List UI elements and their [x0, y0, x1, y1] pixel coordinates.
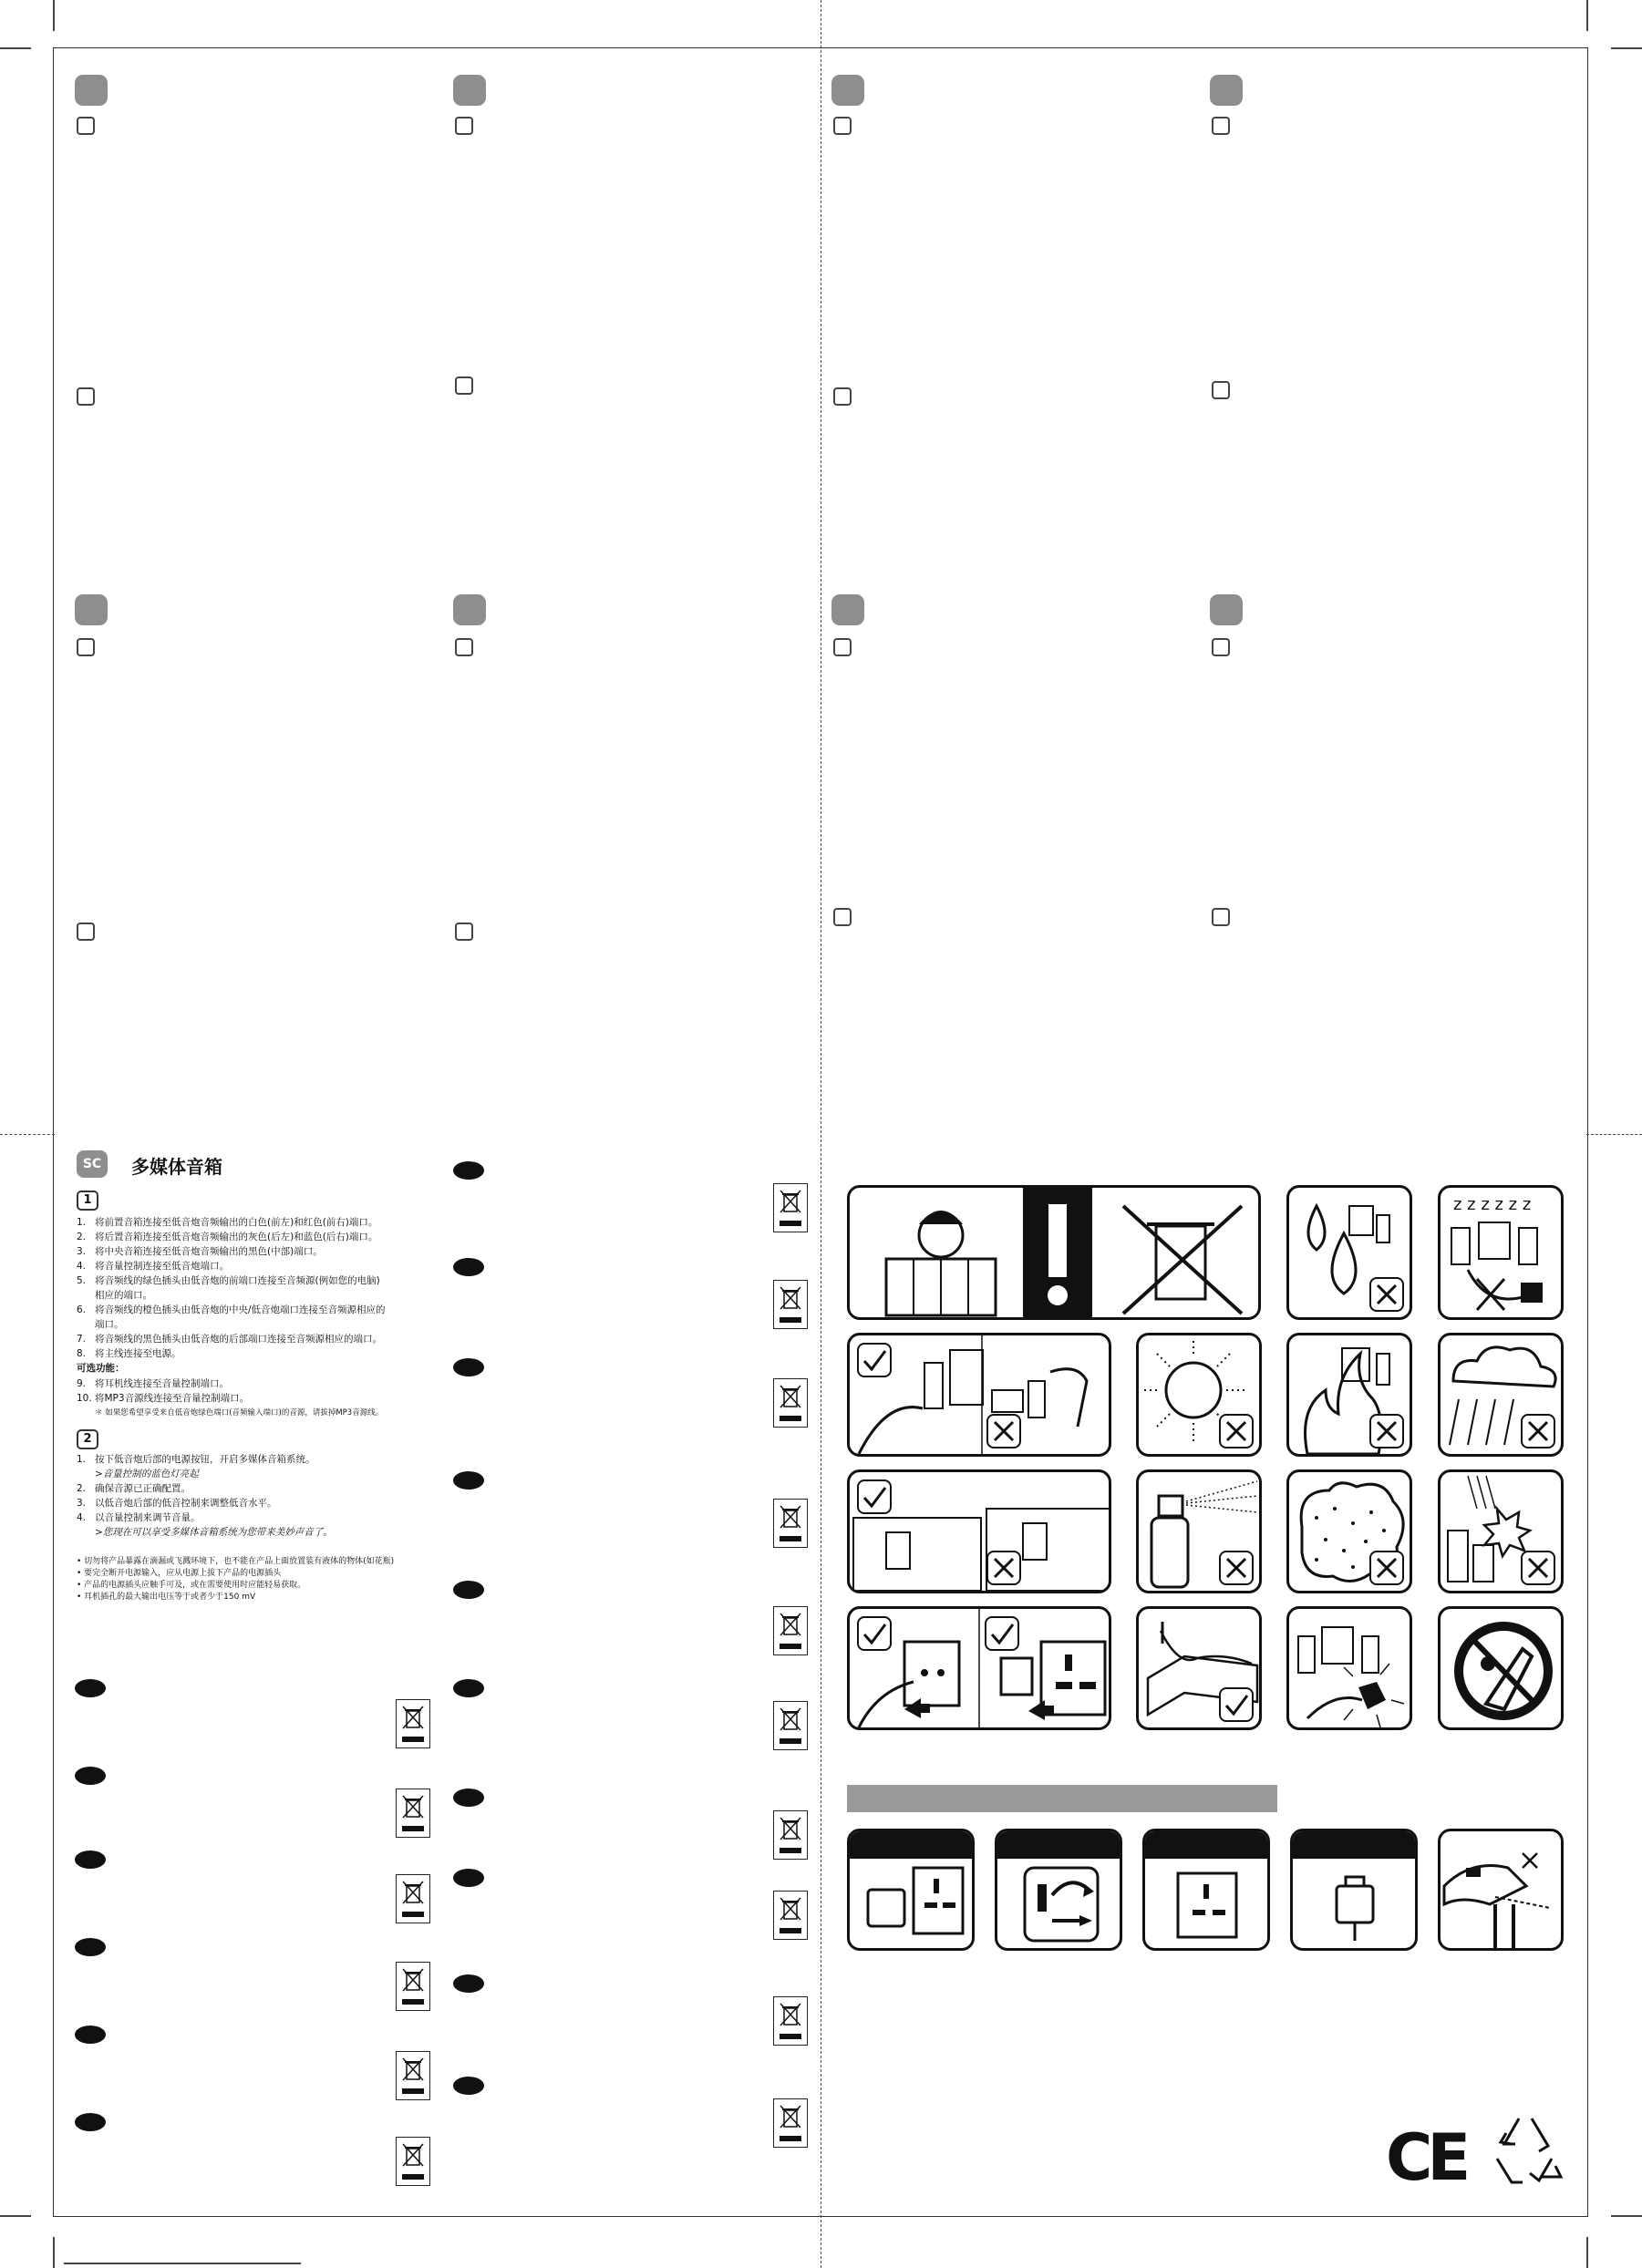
language-marker [75, 2113, 106, 2131]
uk-adapter-only-panel [1290, 1829, 1418, 1951]
list-item-number: 1. [77, 1217, 87, 1228]
cable-routing-panel [1136, 1606, 1262, 1730]
list-item [77, 1453, 315, 1466]
language-marker [453, 1471, 484, 1490]
uk-adapter-panel [847, 1829, 975, 1951]
wall-socket-icon [850, 1609, 1111, 1730]
ventilation-panel [847, 1469, 1111, 1593]
cross-mark-icon [1521, 1414, 1555, 1448]
checkbox-icon [1212, 117, 1230, 135]
cart-tip-over-warning-icon [1441, 1609, 1564, 1730]
warning-read-manual-panel [847, 1185, 1261, 1320]
checkbox-icon [455, 117, 473, 135]
checkbox-icon [833, 387, 852, 406]
list-item [77, 1274, 380, 1287]
list-item-number: 5. [77, 1275, 87, 1286]
cross-mark-icon [986, 1414, 1021, 1448]
language-badge [75, 594, 108, 625]
uk-wrong-insertion-panel [1438, 1829, 1564, 1951]
language-badge [1210, 594, 1243, 625]
checkbox-icon [833, 638, 852, 656]
checkbox-icon [455, 923, 473, 941]
language-marker [453, 1161, 484, 1180]
list-item-number: 7. [77, 1334, 87, 1345]
list-item-text: 将耳机线连接至音量控制端口。 [95, 1378, 229, 1389]
safety-note: • 要完全断开电源输入，应从电源上拔下产品的电源插头 [77, 1569, 282, 1578]
uk-socket-panel [1142, 1829, 1270, 1951]
list-item-text: 将音频线的橙色插头由低音炮的中央/低音炮端口连接至音频源相应的 [95, 1304, 386, 1315]
no-rain-panel [1438, 1333, 1564, 1457]
cross-mark-icon [1369, 1277, 1404, 1312]
crop-mark [0, 47, 31, 49]
checkbox-icon [833, 117, 852, 135]
no-sunlight-panel [1136, 1333, 1262, 1457]
damaged-plug-icon [1289, 1609, 1412, 1730]
safety-note: • 切勿将产品暴露在滴漏或飞溅环境下，也不能在产品上面放置装有液体的物体(如花瓶) [77, 1557, 395, 1566]
no-impact-panel [1438, 1469, 1564, 1593]
no-fire-panel [1286, 1333, 1412, 1457]
list-item-text: 将后置音箱连接至低音炮音频输出的灰色(后左)和蓝色(后右)端口。 [95, 1232, 378, 1242]
list-item-text: 将MP3音源线连接至音量控制端口。 [95, 1393, 250, 1404]
crossed-out-wheelie-bin-icon [773, 1810, 808, 1860]
list-item-text: 将中央音箱连接至低音炮音频输出的黑色(中部)端口。 [95, 1246, 323, 1257]
adapter-insert-icon [997, 1831, 1122, 1951]
language-marker [75, 2026, 106, 2044]
language-marker [75, 1938, 106, 1956]
uk-socket-icon [1145, 1831, 1270, 1951]
list-item-number: 4. [77, 1261, 87, 1272]
crossed-out-wheelie-bin-icon [396, 2051, 430, 2100]
language-marker [75, 1767, 106, 1785]
list-item [77, 1482, 191, 1495]
list-item-number: 4. [77, 1512, 87, 1523]
list-item [77, 1289, 152, 1302]
list-item-text: 相应的端口。 [95, 1290, 152, 1301]
no-cart-tipping-panel [1438, 1606, 1564, 1730]
cleaning-speakers-icon [850, 1335, 1111, 1457]
checkbox-icon [455, 638, 473, 656]
list-item [77, 1318, 124, 1331]
list-item-text: 将音频线的绿色插头由低音炮的前端口连接至音频源(例如您的电脑) [95, 1275, 380, 1286]
svg-text:z z z z z z: z z z z z z [1453, 1195, 1532, 1214]
checkbox-icon [1212, 381, 1230, 399]
list-item [77, 1304, 386, 1316]
list-item [77, 1392, 249, 1405]
optional-features-heading: 可选功能： [77, 1363, 125, 1374]
step-2-label: 2 [77, 1429, 98, 1449]
list-item [77, 1231, 377, 1243]
crossed-out-wheelie-bin-icon [396, 1962, 430, 2011]
list-item-text: 按下低音炮后部的电源按钮，开启多媒体音箱系统。 [95, 1454, 315, 1465]
language-marker [453, 1869, 484, 1887]
language-marker [75, 1679, 106, 1697]
sc-language-badge: SC [77, 1150, 108, 1178]
wrong-plug-insertion-icon [1441, 1831, 1564, 1951]
crossed-out-wheelie-bin-icon [396, 1874, 430, 1923]
footer-rule [64, 2263, 301, 2264]
checkbox-icon [77, 117, 95, 135]
no-liquid-panel [1286, 1185, 1412, 1320]
list-item [77, 1347, 181, 1360]
list-item [77, 1468, 199, 1480]
list-item-text: 端口。 [95, 1319, 124, 1330]
crossed-out-wheelie-bin-icon [396, 1789, 430, 1838]
crop-mark [53, 0, 55, 31]
list-item [77, 1497, 277, 1510]
cross-mark-icon [1369, 1414, 1404, 1448]
list-item [77, 1216, 377, 1229]
language-marker [453, 1789, 484, 1807]
checkbox-icon [833, 908, 852, 926]
language-badge [75, 75, 108, 106]
list-item-text: 将前置音箱连接至低音炮音频输出的白色(前左)和红色(前右)端口。 [95, 1217, 378, 1228]
list-item [77, 1245, 323, 1258]
shelf-placement-icon [850, 1472, 1111, 1593]
list-item-number: 10. [77, 1393, 92, 1404]
safety-note: • 耳机插孔的最大输出电压等于或者少于150 mV [77, 1593, 256, 1602]
language-marker [453, 2077, 484, 2095]
uk-plug-heading-bar [847, 1785, 1277, 1812]
cross-mark-icon [1369, 1551, 1404, 1585]
crossed-out-wheelie-bin-icon [773, 1378, 808, 1428]
list-item-text: >您现在可以享受多媒体音箱系统为您带来美妙声音了。 [95, 1527, 333, 1538]
sc-section-title: 多媒体音箱 [131, 1156, 222, 1178]
checkbox-icon [1212, 638, 1230, 656]
language-badge [453, 594, 486, 625]
crossed-out-wheelie-bin-icon [773, 1701, 808, 1750]
optional-note: ＊ 如果您希望享受来自低音炮绿色端口(音频输入端口)的音源，请拔掉MP3音源线。 [95, 1408, 384, 1418]
list-item-number: 1. [77, 1454, 87, 1465]
checkbox-icon [1212, 908, 1230, 926]
cross-mark-icon [1219, 1414, 1254, 1448]
language-marker [453, 1358, 484, 1376]
list-item [77, 1333, 382, 1345]
list-item [77, 1377, 229, 1390]
cross-mark-icon [1521, 1551, 1555, 1585]
check-mark-icon [1219, 1687, 1254, 1722]
language-marker [453, 1679, 484, 1697]
checkbox-icon [77, 638, 95, 656]
recycle-icon [1484, 2106, 1566, 2188]
list-item-number: 2. [77, 1483, 87, 1494]
language-badge [453, 75, 486, 106]
crossed-out-wheelie-bin-icon [773, 1891, 808, 1940]
read-manual-warning-icon [850, 1188, 1261, 1320]
sleep-unplug-icon [1441, 1188, 1564, 1320]
adapter-and-socket-icon [850, 1831, 975, 1951]
crossed-out-wheelie-bin-icon [773, 1183, 808, 1232]
language-badge [1210, 75, 1243, 106]
list-item-text: 以音量控制来调节音量。 [95, 1512, 201, 1523]
list-item-number: 9. [77, 1378, 87, 1389]
checkbox-icon [77, 923, 95, 941]
language-badge [831, 75, 864, 106]
crop-mark [1586, 2237, 1588, 2268]
fold-line-left [0, 1134, 55, 1135]
language-marker [453, 1581, 484, 1599]
crossed-out-wheelie-bin-icon [773, 1606, 808, 1655]
crossed-out-wheelie-bin-icon [396, 2137, 430, 2186]
step-1-label: 1 [77, 1191, 98, 1211]
crossed-out-wheelie-bin-icon [396, 1699, 430, 1748]
crop-mark [0, 2215, 31, 2217]
crossed-out-wheelie-bin-icon [773, 1499, 808, 1548]
checkbox-icon [77, 387, 95, 406]
crossed-out-wheelie-bin-icon [773, 1280, 808, 1329]
list-item [77, 1511, 201, 1524]
list-item-number: 6. [77, 1304, 87, 1315]
fold-line-right [1586, 1134, 1642, 1135]
uk-insert-panel [995, 1829, 1122, 1951]
power-plug-panel [847, 1606, 1111, 1730]
list-item-text: 以低音炮后部的低音控制来调整低音水平。 [95, 1498, 277, 1509]
list-item-text: >音量控制的蓝色灯亮起 [95, 1469, 199, 1479]
damaged-cable-panel [1286, 1606, 1412, 1730]
language-marker [453, 1258, 484, 1276]
crossed-out-wheelie-bin-icon [773, 2098, 808, 2148]
power-adapter-icon [1293, 1831, 1418, 1951]
safety-note: • 产品的电源插头应触手可及，或在需要使用时应能轻易获取。 [77, 1581, 306, 1590]
list-item [77, 1526, 333, 1539]
list-item-number: 3. [77, 1246, 87, 1257]
cross-mark-icon [986, 1551, 1021, 1585]
crossed-out-wheelie-bin-icon [773, 1996, 808, 2046]
list-item-number: 8. [77, 1348, 87, 1359]
list-item-number: 3. [77, 1498, 87, 1509]
list-item-text: 将音量控制连接至低音炮端口。 [95, 1261, 229, 1272]
list-item-text: 将音频线的黑色插头由低音炮的后部端口连接至音频源相应的端口。 [95, 1334, 382, 1345]
crop-mark [1611, 47, 1642, 49]
crop-mark [1611, 2215, 1642, 2217]
list-item-text: 将主线连接至电源。 [95, 1348, 181, 1359]
cleaning-panel [847, 1333, 1111, 1457]
ce-mark: CE [1386, 2120, 1466, 2195]
list-item [77, 1260, 229, 1273]
language-marker [453, 1974, 484, 1993]
crop-mark [1586, 0, 1588, 31]
no-dust-panel [1286, 1469, 1412, 1593]
unplug-when-unused-panel [1438, 1185, 1564, 1320]
language-marker [75, 1850, 106, 1869]
no-spray-panel [1136, 1469, 1262, 1593]
crop-mark [53, 2237, 55, 2268]
list-item-number: 2. [77, 1232, 87, 1242]
checkbox-icon [455, 376, 473, 395]
language-badge [831, 594, 864, 625]
list-item-text: 确保音源已正确配置。 [95, 1483, 191, 1494]
cross-mark-icon [1219, 1551, 1254, 1585]
